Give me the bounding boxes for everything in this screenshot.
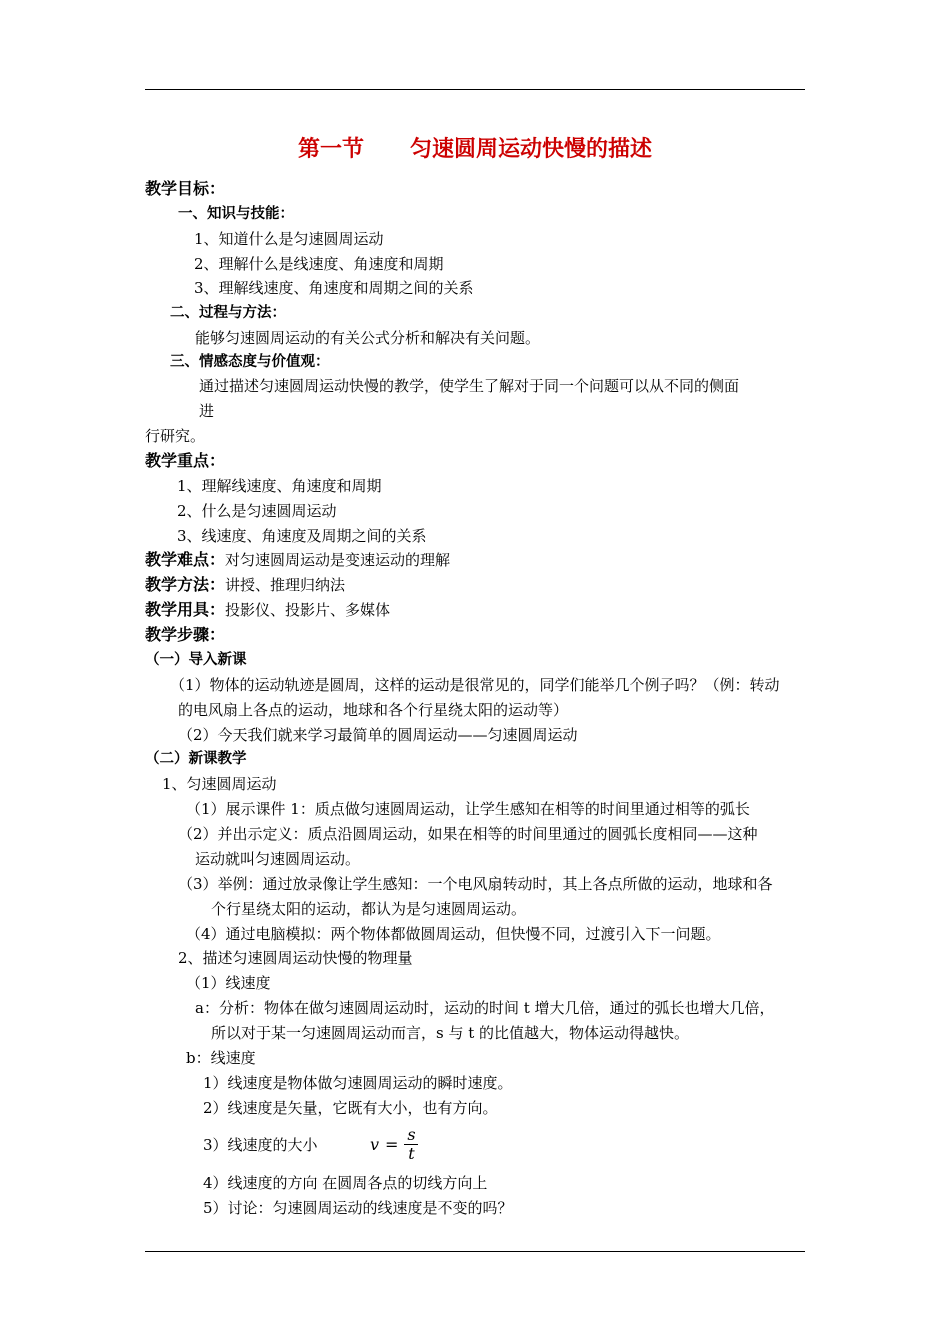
section-heading: 1、匀速圆周运动 (162, 775, 277, 793)
emotion-text: 进 (199, 402, 215, 420)
tools-row (145, 600, 390, 620)
velocity-formula (370, 1126, 418, 1163)
new-lesson-heading: （二）新课教学 (145, 751, 247, 767)
intro-paragraph: 的电风扇上各点的运动，地球和各个行星绕太阳的运动等） (178, 701, 569, 719)
intro-paragraph: （1）物体的运动轨迹是圆周，这样的运动是很常见的，同学们能举几个例子吗？（例：转动 (170, 676, 780, 694)
objectives-heading: 教学目标： (145, 179, 226, 198)
intro-heading: （一）导入新课 (145, 652, 247, 668)
subsection-heading: （1）线速度 (186, 974, 271, 992)
lesson-paragraph: 所以对于某一匀速圆周运动而言，s 与 t 的比值越大，物体运动得越快。 (211, 1024, 690, 1042)
formula-numerator: s (407, 1125, 416, 1144)
footer-rule (145, 1251, 805, 1252)
tools-label: 教学用具： (145, 600, 226, 619)
difficulty-label: 教学难点： (145, 550, 226, 569)
velocity-item: 5）讨论：匀速圆周运动的线速度是不变的吗？ (203, 1199, 513, 1217)
objective-item: 1、知道什么是匀速圆周运动 (194, 230, 384, 248)
formula-fraction (404, 1126, 418, 1163)
key-point-item: 2、什么是匀速圆周运动 (177, 502, 337, 520)
lesson-paragraph: （1）展示课件 1：质点做匀速圆周运动，让学生感知在相等的时间里通过相等的弧长 (186, 800, 750, 818)
objective-item: 2、理解什么是线速度、角速度和周期 (194, 255, 444, 273)
page-title: 第一节 匀速圆周运动快慢的描述 (298, 137, 652, 162)
lesson-paragraph: （4）通过电脑模拟：两个物体都做圆周运动，但快慢不同，过渡引入下一问题。 (186, 925, 721, 943)
header-rule (145, 89, 805, 90)
objective-item: 3、理解线速度、角速度和周期之间的关系 (194, 279, 474, 297)
key-point-item: 3、线速度、角速度及周期之间的关系 (177, 527, 427, 545)
section-heading: 2、描述匀速圆周运动快慢的物理量 (178, 949, 413, 967)
intro-paragraph: （2）今天我们就来学习最简单的圆周运动——匀速圆周运动 (178, 726, 578, 744)
formula-denominator: t (408, 1144, 415, 1163)
process-heading: 二、过程与方法： (170, 305, 286, 321)
subsection-heading: b：线速度 (186, 1049, 256, 1067)
method-text: 讲授、推理归纳法 (225, 576, 346, 594)
formula-lhs: v (370, 1135, 380, 1154)
lesson-paragraph: （3）举例：通过放录像让学生感知：一个电风扇转动时，其上各点所做的运动，地球和各 (178, 875, 773, 893)
velocity-item: 4）线速度的方向 在圆周各点的切线方向上 (203, 1174, 488, 1192)
method-row (145, 575, 345, 595)
difficulty-row (145, 550, 450, 570)
key-points-heading: 教学重点： (145, 451, 226, 470)
knowledge-heading: 一、知识与技能： (178, 206, 294, 222)
steps-heading: 教学步骤： (145, 625, 226, 644)
lesson-paragraph: a：分析：物体在做匀速圆周运动时，运动的时间 t 增大几倍，通过的弧长也增大几倍， (195, 999, 775, 1017)
process-text: 能够匀速圆周运动的有关公式分析和解决有关问题。 (195, 329, 541, 347)
lesson-paragraph: （2）并出示定义：质点沿圆周运动，如果在相等的时间里通过的圆弧长度相同——这种 (178, 825, 758, 843)
key-point-item: 1、理解线速度、角速度和周期 (177, 477, 382, 495)
velocity-item: 1）线速度是物体做匀速圆周运动的瞬时速度。 (203, 1074, 513, 1092)
lesson-paragraph: 运动就叫匀速圆周运动。 (195, 850, 361, 868)
emotion-text: 行研究。 (145, 427, 206, 445)
velocity-item: 3）线速度的大小 (203, 1136, 318, 1154)
emotion-text: 通过描述匀速圆周运动快慢的教学，使学生了解对于同一个问题可以从不同的侧面 (199, 377, 740, 395)
method-label: 教学方法： (145, 575, 226, 594)
difficulty-text: 对匀速圆周运动是变速运动的理解 (225, 551, 451, 569)
tools-text: 投影仪、投影片、多媒体 (225, 601, 391, 619)
lesson-paragraph: 个行星绕太阳的运动，都认为是匀速圆周运动。 (211, 900, 527, 918)
velocity-item: 2）线速度是矢量，它既有大小，也有方向。 (203, 1099, 498, 1117)
emotion-heading: 三、情感态度与价值观： (170, 354, 330, 370)
formula-equals: = (385, 1135, 399, 1154)
